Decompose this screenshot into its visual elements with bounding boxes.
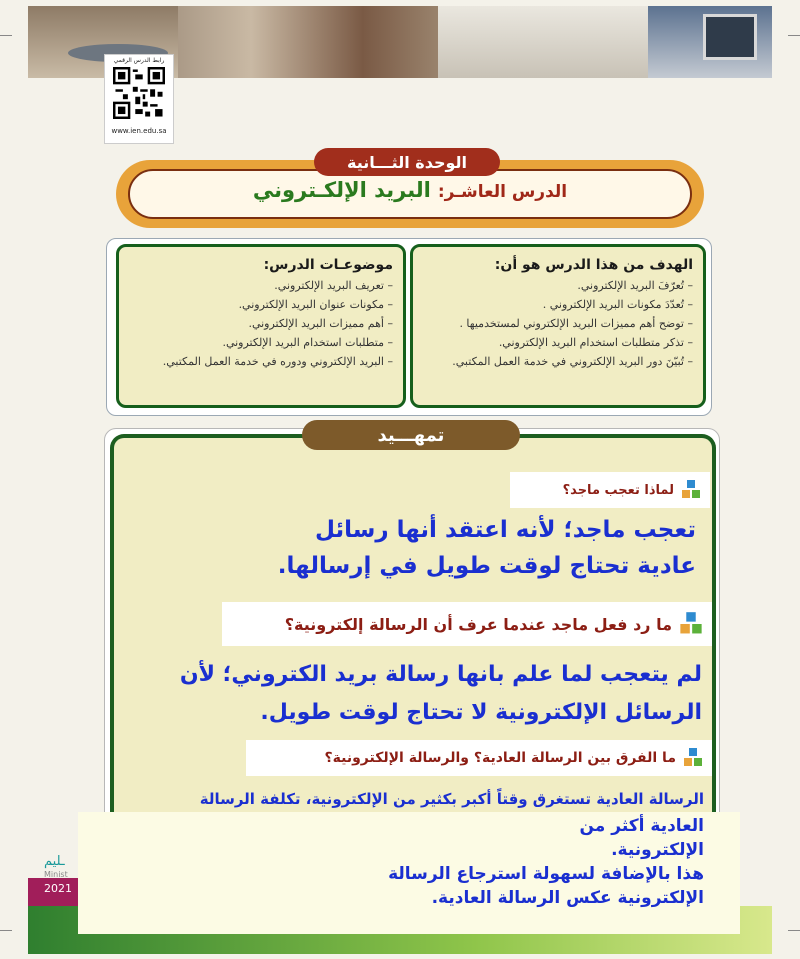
conference-photo (438, 6, 648, 78)
answer-1 (240, 512, 696, 584)
note-line: هذا بالإضافة لسهولة استرجاع الرسالة (388, 864, 704, 884)
crop-mark (788, 930, 800, 931)
cubes-icon (678, 611, 704, 637)
list-item: – أهم مميزات البريد الإلكتروني. (125, 317, 393, 330)
note-line: العادية أكثر من (579, 816, 704, 836)
list-item: – تعريف البريد الإلكتروني. (125, 279, 393, 292)
topics-panel (116, 244, 406, 408)
list-item: – توضح أهم مميزات البريد الإلكتروني لمستخدميها . (419, 317, 693, 330)
qr-caption: رابط الدرس الرقمي (113, 57, 165, 64)
question-1 (510, 472, 710, 508)
objectives-heading: الهدف من هذا الدرس هو أن: (494, 257, 693, 273)
question-3 (246, 740, 712, 776)
unit-label: الوحدة الثـــانية (314, 148, 500, 176)
ministry-text: Minist (44, 870, 68, 879)
qr-url[interactable]: www.ien.edu.sa (111, 127, 167, 135)
intro-label: تمهـــيد (302, 420, 520, 450)
crop-mark (0, 35, 12, 36)
question-3-text: ما الفرق بين الرسالة العادية؟ والرسالة الإلكترونية؟ (324, 750, 676, 766)
qr-code-icon[interactable] (113, 67, 165, 119)
question-2 (222, 602, 712, 646)
answer-note-overlay (78, 812, 740, 934)
list-item: – تذكر متطلبات استخدام البريد الإلكتروني. (419, 336, 693, 349)
ministry-logo-text: ـليم (44, 854, 65, 869)
crop-mark (788, 35, 800, 36)
objectives-panel (410, 244, 706, 408)
topics-list (125, 279, 393, 368)
answer-2 (150, 656, 702, 732)
question-1-text: لماذا تعجب ماجد؟ (562, 482, 674, 498)
topics-heading: موضوعـات الدرس: (263, 257, 393, 273)
footer-year: 2021 (44, 882, 72, 895)
crop-mark (0, 930, 12, 931)
cubes-icon (682, 747, 704, 769)
list-item: – تُبيّنَ دور البريد الإلكتروني في خدمة العمل المكتبي. (419, 355, 693, 368)
list-item: – مكونات عنوان البريد الإلكتروني. (125, 298, 393, 311)
list-item: – متطلبات استخدام البريد الإلكتروني. (125, 336, 393, 349)
answer-1-line-1: تعجب ماجد؛ لأنه اعتقد أنها رسائل (314, 517, 696, 543)
lesson-name: البريد الإلكـتروني (252, 178, 431, 202)
answer-1-line-2: عادية تحتاج لوقت طويل في إرسالها. (277, 553, 696, 579)
objectives-list (419, 279, 693, 368)
list-item: – تُعدّدَ مكونات البريد الإلكتروني . (419, 298, 693, 311)
lesson-title (140, 178, 680, 210)
answer-3-line-1: الرسالة العادية تستغرق وقتاً أكبر بكثير من الإلكترونية، تكلفة الرسالة (199, 790, 704, 808)
lesson-prefix: الدرس العاشـر: (437, 182, 568, 202)
cubes-icon (680, 479, 702, 501)
answer-2-line-1: لم يتعجب لما علم بانها رسالة بريد الكتروني؛ لأن (179, 662, 702, 687)
note-line: الإلكترونية. (611, 840, 704, 860)
monitor-shape (703, 14, 757, 60)
question-2-text: ما رد فعل ماجد عندما عرف أن الرسالة إلكترونية؟ (284, 614, 672, 634)
library-photo (178, 6, 438, 78)
note-line: الإلكترونية عكس الرسالة العادية. (431, 888, 704, 908)
list-item: – تُعرّفَ البريد الإلكتروني. (419, 279, 693, 292)
list-item: – البريد الإلكتروني ودوره في خدمة العمل المكتبي. (125, 355, 393, 368)
answer-2-line-2: الرسائل الإلكترونية لا تحتاج لوقت طويل. (260, 700, 702, 725)
qr-code-card[interactable] (104, 54, 174, 144)
